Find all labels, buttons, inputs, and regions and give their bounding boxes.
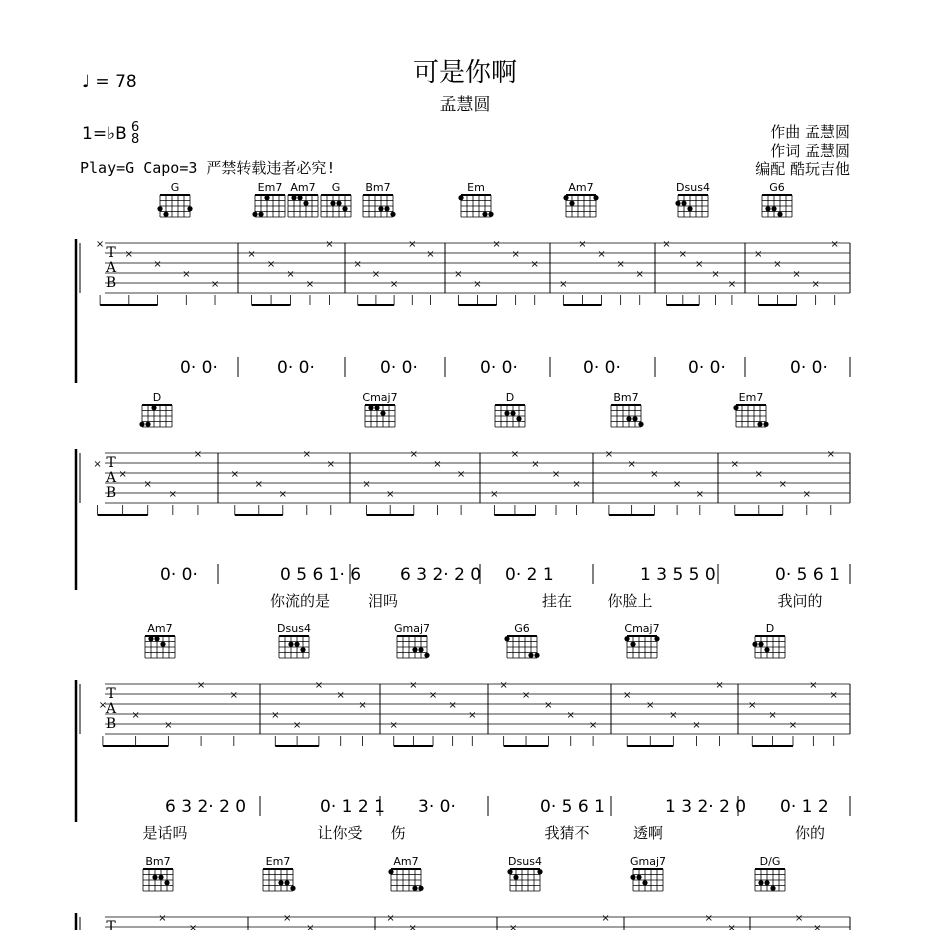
- lyric-text: 挂在: [541, 592, 573, 610]
- tab-note-x: ×: [601, 913, 610, 924]
- chord-dot: [681, 201, 686, 206]
- chord-dot: [158, 875, 163, 880]
- chord-dot: [771, 206, 776, 211]
- tab-note-x: ×: [566, 710, 575, 721]
- chord-name: G6: [514, 622, 530, 635]
- performer-name: 孟慧圆: [439, 95, 491, 115]
- tab-note-x: ×: [748, 700, 757, 711]
- chord-name: Cmaj7: [624, 622, 660, 635]
- chord-dot: [187, 206, 192, 211]
- tab-note-x: ×: [353, 259, 362, 270]
- chord-dot: [300, 647, 305, 652]
- tab-note-x: ×: [210, 279, 220, 290]
- chord-name: Em7: [265, 855, 291, 868]
- tab-note-x: ×: [826, 449, 835, 460]
- tab-note-x: ×: [131, 710, 140, 721]
- chord-name: G: [331, 181, 341, 194]
- chord-dot: [164, 880, 169, 885]
- tab-note-x: ×: [386, 913, 395, 924]
- chord-dot: [752, 642, 757, 647]
- chord-dot: [278, 880, 283, 885]
- chord-dot: [336, 201, 341, 206]
- chord-name: Am7: [393, 855, 419, 868]
- jianpu-measure: 6 3 2· 2 0: [165, 797, 247, 817]
- jianpu-measure: 0· 5 6 1: [540, 797, 605, 817]
- chord-dot: [252, 212, 257, 217]
- tab-letter-t: T: [106, 245, 116, 261]
- chord-dot: [390, 212, 395, 217]
- tab-note-x: ×: [408, 239, 417, 250]
- tab-note-x: ×: [530, 259, 539, 270]
- tab-note-x: ×: [247, 249, 256, 260]
- chord-dot: [160, 642, 165, 647]
- chord-dot: [636, 875, 641, 880]
- chord-name: Am7: [290, 181, 316, 194]
- tab-note-x: ×: [153, 259, 162, 270]
- chord-dot: [412, 886, 417, 891]
- jianpu-measure: 0· 0·: [583, 358, 621, 378]
- chord-dot: [758, 642, 763, 647]
- tab-note-x: ×: [813, 923, 822, 930]
- tab-note-x: ×: [188, 923, 198, 930]
- chord-name: Gmaj7: [629, 855, 667, 868]
- chord-name: D: [765, 622, 775, 635]
- chord-dot: [424, 653, 429, 658]
- tab-note-x: ×: [286, 269, 295, 280]
- chord-dot: [675, 201, 680, 206]
- chord-dot: [264, 195, 269, 200]
- lyric-text: 让你受: [317, 824, 363, 842]
- chord-dot: [624, 636, 629, 641]
- tab-note-x: ×: [98, 700, 108, 711]
- chord-dot: [642, 880, 647, 885]
- chord-dot: [516, 416, 521, 421]
- tab-note-x: ×: [773, 259, 782, 270]
- tab-note-x: ×: [672, 479, 682, 490]
- tab-note-x: ×: [646, 700, 655, 711]
- tab-letter-t: T: [106, 686, 116, 702]
- tab-note-x: ×: [578, 239, 587, 250]
- chord-dot: [507, 869, 512, 874]
- chord-dot: [758, 880, 763, 885]
- tab-note-x: ×: [754, 249, 763, 260]
- tab-note-x: ×: [229, 690, 239, 701]
- lyric-text: 你的: [794, 824, 826, 842]
- chord-name: Bm7: [365, 181, 391, 194]
- tab-note-x: ×: [559, 279, 568, 290]
- lyric-text: 透啊: [632, 824, 664, 842]
- chord-dot: [163, 212, 168, 217]
- arranger-credit: 编配 酷玩吉他: [755, 160, 850, 178]
- tab-note-x: ×: [830, 239, 839, 250]
- lyric-text: 你流的是: [269, 592, 331, 610]
- tab-note-x: ×: [511, 249, 520, 260]
- tab-letter-t: T: [106, 919, 116, 930]
- chord-name: Bm7: [145, 855, 171, 868]
- tab-note-x: ×: [143, 479, 152, 490]
- chord-dot: [563, 195, 568, 200]
- chord-dot: [593, 195, 598, 200]
- chord-name: Em7: [738, 391, 764, 404]
- tab-letter-a: A: [105, 701, 117, 717]
- tab-note-x: ×: [408, 923, 417, 930]
- chord-dot: [418, 886, 423, 891]
- tab-note-x: ×: [389, 279, 399, 290]
- jianpu-measure: 0· 2 1: [505, 565, 554, 585]
- tab-note-x: ×: [622, 690, 632, 701]
- tab-note-x: ×: [196, 680, 206, 691]
- jianpu-measure: 1 3 2· 2 0: [665, 797, 747, 817]
- chord-dot: [412, 647, 417, 652]
- tab-note-x: ×: [704, 913, 713, 924]
- chord-dot: [510, 411, 515, 416]
- tab-note-x: ×: [695, 489, 705, 500]
- chord-dot: [303, 201, 308, 206]
- chord-name: Em: [467, 181, 485, 194]
- tab-note-x: ×: [588, 720, 598, 731]
- chord-dot: [777, 212, 782, 217]
- chord-dot: [388, 869, 393, 874]
- time-signature: 6 8: [131, 120, 140, 147]
- tab-note-x: ×: [794, 913, 804, 924]
- tab-note-x: ×: [325, 239, 334, 250]
- tab-note-x: ×: [409, 680, 418, 691]
- chord-dot: [569, 201, 574, 206]
- tab-note-x: ×: [829, 690, 838, 701]
- chord-dot: [765, 206, 770, 211]
- chord-dot: [152, 875, 157, 880]
- tab-note-x: ×: [193, 449, 203, 460]
- chord-dot: [151, 405, 156, 410]
- tab-note-x: ×: [754, 469, 763, 480]
- tab-note-x: ×: [809, 680, 818, 691]
- lyric-text: 我问的: [777, 592, 823, 610]
- tab-note-x: ×: [711, 269, 720, 280]
- tab-note-x: ×: [727, 279, 737, 290]
- chord-dot: [380, 411, 385, 416]
- tab-note-x: ×: [788, 720, 798, 731]
- tab-note-x: ×: [468, 710, 477, 721]
- tab-note-x: ×: [433, 459, 442, 470]
- chord-name: Cmaj7: [362, 391, 398, 404]
- tab-note-x: ×: [572, 479, 581, 490]
- jianpu-measure: 0· 1 2 1: [320, 797, 385, 817]
- chord-name: G: [170, 181, 180, 194]
- tab-note-x: ×: [531, 459, 540, 470]
- tab-letter-b: B: [105, 275, 117, 291]
- tab-note-x: ×: [428, 690, 438, 701]
- jianpu-measure: 0· 0·: [380, 358, 418, 378]
- tab-note-x: ×: [358, 700, 367, 711]
- tab-note-x: ×: [650, 469, 659, 480]
- tab-note-x: ×: [792, 269, 801, 280]
- tab-note-x: ×: [616, 259, 625, 270]
- tab-note-x: ×: [727, 923, 736, 930]
- jianpu-measure: 0· 1 2: [780, 797, 829, 817]
- chord-name: G6: [769, 181, 785, 194]
- chord-name: D: [152, 391, 162, 404]
- tab-note-x: ×: [118, 469, 127, 480]
- chord-dot: [757, 422, 762, 427]
- chord-dot: [488, 212, 493, 217]
- tab-letter-t: T: [106, 455, 116, 471]
- lyric-text: 是话吗: [142, 824, 188, 842]
- chord-dot: [154, 636, 159, 641]
- jianpu-measure: 3· 0·: [418, 797, 456, 817]
- tab-note-x: ×: [426, 249, 435, 260]
- chord-dot: [330, 201, 335, 206]
- tab-note-x: ×: [627, 459, 636, 470]
- chord-dot: [626, 416, 631, 421]
- chord-dot: [638, 422, 643, 427]
- jianpu-measure: 0· 0·: [277, 358, 315, 378]
- chord-name: Am7: [568, 181, 594, 194]
- jianpu-measure: 0 5 6 1· 6: [280, 565, 362, 585]
- tab-note-x: ×: [230, 469, 239, 480]
- tab-note-x: ×: [604, 449, 614, 460]
- tab-letter-a: A: [105, 260, 117, 276]
- chord-dot: [687, 206, 692, 211]
- lyric-text: 你脸上: [607, 592, 653, 610]
- tab-note-x: ×: [182, 269, 191, 280]
- chord-dot: [482, 212, 487, 217]
- tab-letter-b: B: [105, 485, 117, 501]
- tab-note-x: ×: [551, 469, 561, 480]
- tab-note-x: ×: [95, 239, 105, 250]
- tab-note-x: ×: [124, 249, 134, 260]
- tab-note-x: ×: [692, 720, 701, 731]
- chord-dot: [384, 206, 389, 211]
- chord-name: Bm7: [613, 391, 639, 404]
- chord-dot: [632, 416, 637, 421]
- tab-note-x: ×: [635, 269, 644, 280]
- tab-note-x: ×: [271, 710, 280, 721]
- lyric-text: 伤: [390, 824, 406, 842]
- tab-note-x: ×: [456, 469, 466, 480]
- chord-dot: [764, 880, 769, 885]
- chord-dot: [258, 212, 263, 217]
- chord-dot: [139, 422, 144, 427]
- chord-dot: [770, 886, 775, 891]
- tempo-marking: ♩ = 78: [82, 72, 137, 92]
- chord-name: D: [505, 391, 515, 404]
- chord-dot: [534, 653, 539, 658]
- jianpu-measure: 0· 0·: [688, 358, 726, 378]
- tab-note-x: ×: [292, 720, 302, 731]
- tab-note-x: ×: [371, 269, 381, 280]
- tab-note-x: ×: [811, 279, 820, 290]
- chord-dot: [297, 195, 302, 200]
- chord-dot: [290, 886, 295, 891]
- tab-note-x: ×: [492, 239, 501, 250]
- chord-dot: [764, 647, 769, 652]
- tab-letter-a: A: [105, 470, 117, 486]
- jianpu-measure: 1 3 5 5 0: [640, 565, 716, 585]
- jianpu-measure: 6 3 2· 2 0: [400, 565, 482, 585]
- tab-note-x: ×: [278, 489, 287, 500]
- tab-note-x: ×: [715, 680, 724, 691]
- chord-dot: [368, 405, 373, 410]
- tab-note-x: ×: [473, 279, 482, 290]
- lyric-text: 泪吗: [367, 592, 399, 610]
- tab-note-x: ×: [730, 459, 739, 470]
- tab-note-x: ×: [283, 913, 292, 924]
- tab-note-x: ×: [409, 449, 419, 460]
- chord-dot: [458, 195, 463, 200]
- lyricist-credit: 作词 孟慧圆: [770, 142, 850, 160]
- tab-note-x: ×: [454, 269, 463, 280]
- lyric-text: 我猜不: [544, 824, 590, 842]
- chord-name: Am7: [147, 622, 173, 635]
- jianpu-measure: 0· 5 6 1: [775, 565, 840, 585]
- chord-dot: [145, 422, 150, 427]
- tab-note-x: ×: [158, 913, 167, 924]
- tab-note-x: ×: [508, 923, 518, 930]
- chord-name: Dsus4: [676, 181, 710, 194]
- tab-note-x: ×: [802, 489, 811, 500]
- chord-dot: [291, 195, 296, 200]
- chord-dot: [504, 636, 509, 641]
- chord-dot: [733, 405, 738, 410]
- chord-dot: [148, 636, 153, 641]
- chord-dot: [294, 642, 299, 647]
- tab-note-x: ×: [93, 459, 102, 470]
- tab-note-x: ×: [389, 720, 398, 731]
- chord-dot: [378, 206, 383, 211]
- chord-dot: [537, 869, 542, 874]
- chord-dot: [504, 411, 509, 416]
- tab-letter-b: B: [105, 716, 117, 732]
- tab-note-x: ×: [678, 249, 688, 260]
- tab-note-x: ×: [302, 449, 311, 460]
- tab-note-x: ×: [305, 279, 315, 290]
- key-signature: 1=♭B: [82, 124, 127, 144]
- chord-dot: [528, 653, 533, 658]
- chord-dot: [654, 636, 659, 641]
- tab-note-x: ×: [544, 700, 553, 711]
- tab-note-x: ×: [168, 489, 178, 500]
- play-info: Play=G Capo=3 严禁转载违者必究!: [80, 159, 336, 177]
- chord-dot: [284, 880, 289, 885]
- tab-note-x: ×: [499, 680, 508, 691]
- jianpu-measure: 0· 0·: [160, 565, 198, 585]
- jianpu-measure: 0· 0·: [480, 358, 518, 378]
- tab-note-x: ×: [326, 459, 335, 470]
- chord-dot: [763, 422, 768, 427]
- tab-note-x: ×: [266, 259, 276, 270]
- tab-note-x: ×: [164, 720, 173, 731]
- chord-dot: [157, 206, 162, 211]
- chord-dot: [288, 642, 293, 647]
- tab-note-x: ×: [336, 690, 345, 701]
- chord-name: Dsus4: [277, 622, 311, 635]
- tab-note-x: ×: [314, 680, 324, 691]
- chord-dot: [418, 647, 423, 652]
- tab-note-x: ×: [306, 923, 315, 930]
- tab-note-x: ×: [597, 249, 606, 260]
- chord-dot: [342, 206, 347, 211]
- chord-dot: [374, 405, 379, 410]
- tab-note-x: ×: [362, 479, 371, 490]
- tab-note-x: ×: [768, 710, 777, 721]
- jianpu-measure: 0· 0·: [180, 358, 218, 378]
- tab-note-x: ×: [694, 259, 704, 270]
- tab-note-x: ×: [778, 479, 787, 490]
- chord-name: Gmaj7: [393, 622, 431, 635]
- chord-name: Dsus4: [508, 855, 542, 868]
- tab-note-x: ×: [254, 479, 263, 490]
- tab-note-x: ×: [490, 489, 499, 500]
- song-title: 可是你啊: [412, 58, 517, 88]
- chord-dot: [513, 875, 518, 880]
- chord-dot: [630, 875, 635, 880]
- tab-note-x: ×: [510, 449, 520, 460]
- composer-credit: 作曲 孟慧圆: [770, 123, 850, 141]
- chord-name: D/G: [759, 855, 781, 868]
- jianpu-measure: 0· 0·: [790, 358, 828, 378]
- chord-name: Em7: [257, 181, 283, 194]
- tab-note-x: ×: [448, 700, 457, 711]
- chord-dot: [630, 642, 635, 647]
- tab-note-x: ×: [385, 489, 395, 500]
- tab-note-x: ×: [662, 239, 671, 250]
- tab-note-x: ×: [521, 690, 531, 701]
- tab-note-x: ×: [669, 710, 678, 721]
